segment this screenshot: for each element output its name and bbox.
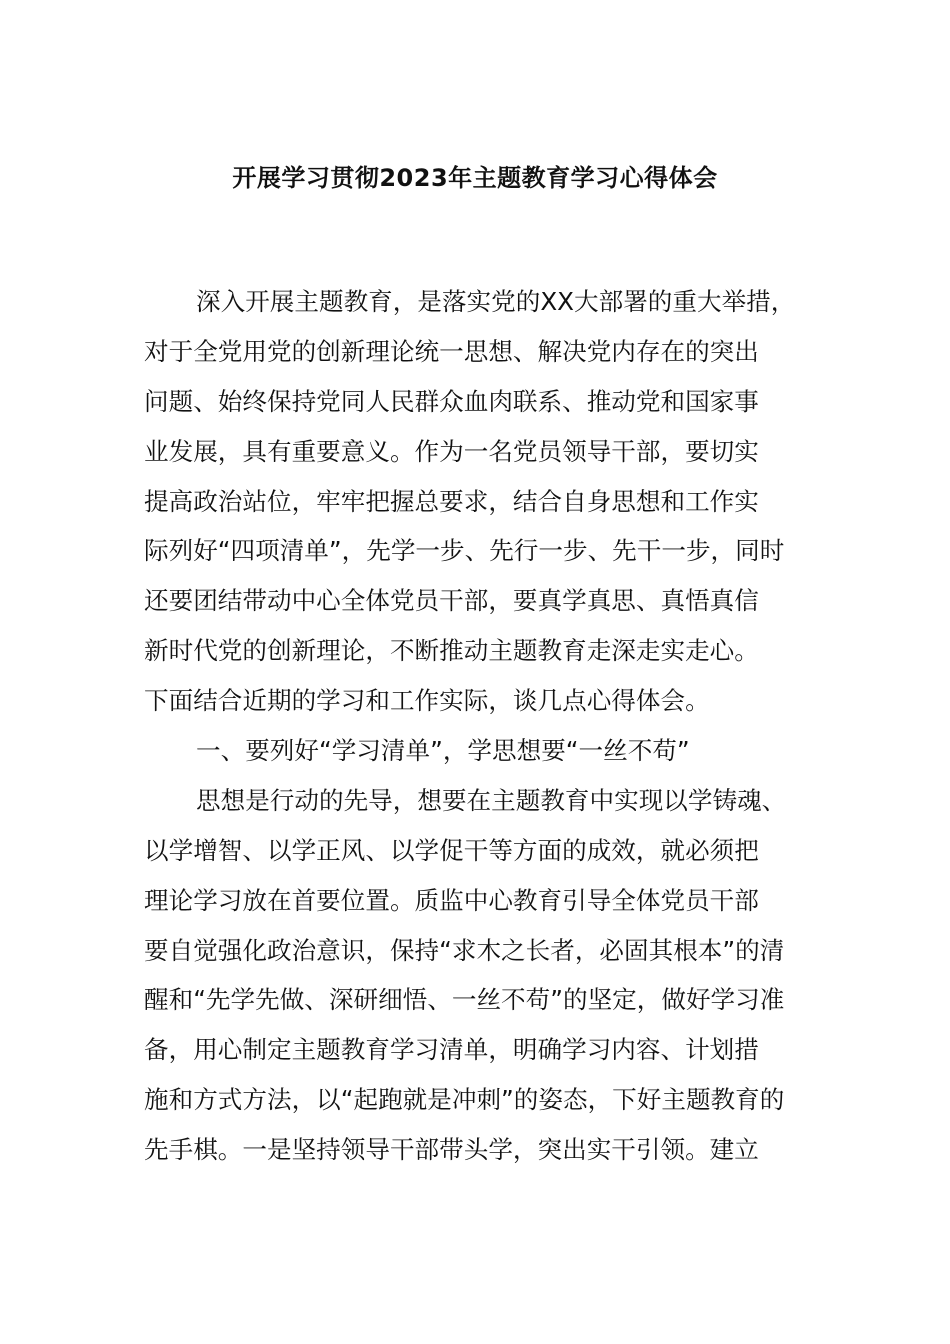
- document-title: 开展学习贯彻2023年主题教育学习心得体会: [232, 164, 718, 192]
- text-line: 一、要列好“学习清单”，学思想要“一丝不苟”: [196, 736, 690, 766]
- text-line: 提高政治站位，牢牢把握总要求，结合自身思想和工作实: [144, 486, 759, 516]
- text-line: 还要团结带动中心全体党员干部，要真学真思、真悟真信: [144, 586, 759, 616]
- text-line: 深入开展主题教育，是落实党的XX大部署的重大举措，: [196, 287, 796, 316]
- text-line: 对于全党用党的创新理论统一思想、解决党内存在的突出: [144, 336, 759, 366]
- text-line: 业发展，具有重要意义。作为一名党员领导干部，要切实: [144, 436, 759, 466]
- text-line: 备，用心制定主题教育学习清单，明确学习内容、计划措: [144, 1035, 759, 1065]
- text-line: 问题、始终保持党同人民群众血肉联系、推动党和国家事: [144, 386, 759, 416]
- text-line: 以学增智、以学正风、以学促干等方面的成效，就必须把: [144, 835, 759, 865]
- text-line: 先手棋。一是坚持领导干部带头学，突出实干引领。建立: [144, 1135, 759, 1165]
- text-line: 施和方式方法，以“起跑就是冲刺”的姿态，下好主题教育的: [144, 1085, 785, 1115]
- text-line: 际列好“四项清单”，先学一步、先行一步、先干一步，同时: [144, 536, 785, 566]
- text-line: 理论学习放在首要位置。质监中心教育引导全体党员干部: [144, 885, 759, 915]
- document-body: [144, 277, 834, 1175]
- text-line: 醒和“先学先做、深研细悟、一丝不苟”的坚定，做好学习准: [144, 985, 785, 1015]
- text-line: 要自觉强化政治意识，保持“求木之长者，必固其根本”的清: [144, 935, 785, 965]
- text-line: 下面结合近期的学习和工作实际，谈几点心得体会。: [144, 686, 710, 716]
- text-line: 思想是行动的先导，想要在主题教育中实现以学铸魂、: [196, 785, 787, 815]
- text-line: 新时代党的创新理论，不断推动主题教育走深走实走心。: [144, 636, 759, 666]
